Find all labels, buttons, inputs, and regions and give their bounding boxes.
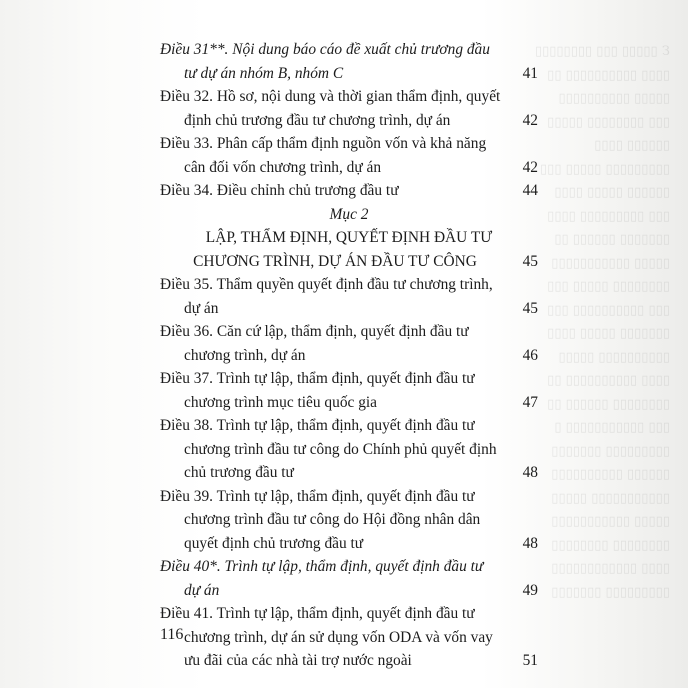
toc-entry-title: Điều 41. Trình tự lập, thẩm định, quyết định đầu tư — [160, 605, 475, 622]
toc-page-number: 51 — [522, 652, 538, 669]
toc-page-number: 48 — [522, 464, 538, 481]
toc-page-number: 45 — [522, 299, 538, 317]
toc-entry-dieu-33 — [160, 132, 538, 179]
toc-page-number: 46 — [522, 346, 538, 364]
toc-entry-dieu-32 — [160, 85, 538, 132]
toc-entry-dieu-37 — [160, 367, 538, 414]
toc-entry-title-continued: ưu đãi của các nhà tài trợ nước ngoài — [184, 652, 412, 669]
toc-page-number: 41 — [522, 64, 538, 82]
toc-entry-title: Điều 31**. Nội dung báo cáo đề xuất chủ trương đầu — [160, 41, 490, 58]
toc-entry-dieu-41 — [160, 602, 538, 673]
toc-entry-title-continued: tư dự án nhóm B, nhóm C — [184, 64, 344, 82]
toc-entry-title-continued: quyết định chủ trương đầu tư — [184, 534, 364, 552]
toc-entry-title: Điều 34. Điều chỉnh chủ trương đầu tư — [160, 182, 399, 199]
toc-entry-title: Điều 38. Trình tự lập, thẩm định, quyết định đầu tư — [160, 417, 475, 434]
toc-entry-dieu-38 — [160, 414, 538, 485]
toc-page-number: 42 — [522, 111, 538, 129]
section-title-line-2: CHƯƠNG TRÌNH, DỰ ÁN ĐẦU TƯ CÔNG — [193, 252, 477, 270]
toc-entry-title-continued: chương trình, dự án — [184, 346, 306, 364]
toc-entry-title: Điều 37. Trình tự lập, thẩm định, quyết định đầu tư — [160, 370, 475, 387]
toc-entry-title-continued: chương trình đầu tư công do Hội đồng nhân dân — [184, 511, 481, 528]
toc-page-number: 42 — [522, 158, 538, 176]
toc-entry-dieu-31 — [160, 38, 538, 85]
toc-entry-title-continued: chương trình mục tiêu quốc gia — [184, 393, 377, 411]
show-through-text: Ɛ ▯▯▯▯▯ ▯▯▯ ▯▯▯▯▯▯▯▯ ▯▯▯▯ ▯▯▯▯▯▯▯▯▯▯ ▯▯ ▯▯▯▯▯ ▯▯▯▯▯▯▯▯▯▯ ▯▯▯ ▯▯▯▯▯▯▯▯ ▯▯▯▯▯ ▯▯▯▯▯▯ ▯▯▯▯ ▯▯▯▯▯▯▯▯▯ ▯▯▯▯▯ ▯▯▯ ▯▯▯▯▯▯ ▯▯▯▯▯ ▯▯▯▯ ▯▯▯ ▯▯▯▯▯▯▯▯▯ ▯▯▯▯ ▯▯▯▯▯▯▯ ▯▯▯▯▯▯ ▯▯ ▯▯▯▯▯ ▯▯▯▯▯▯▯▯▯▯▯ ▯▯▯▯▯▯▯▯ ▯▯▯▯▯ ▯▯▯ ▯▯▯ ▯▯▯▯▯▯▯▯▯▯ ▯▯▯ ▯▯▯▯▯▯▯ ▯▯▯▯▯ ▯▯▯▯ ▯▯▯▯▯▯▯▯▯▯ ▯▯▯▯▯ ▯▯▯▯ ▯▯▯▯▯▯▯▯▯▯ ▯▯ ▯▯▯▯▯▯▯▯ ▯▯▯▯▯▯ ▯▯ ▯▯▯ ▯▯▯▯▯▯▯▯▯▯▯ ▯ ▯▯▯▯▯▯▯▯▯ ▯▯▯▯▯▯▯ ▯▯▯▯▯▯ ▯▯▯▯▯▯▯▯▯▯ ▯▯▯▯▯▯▯▯▯▯▯ ▯▯▯▯▯ ▯▯▯▯▯ ▯▯▯▯▯▯▯▯▯▯▯ ▯▯▯▯▯▯▯▯ ▯▯▯▯▯▯▯▯ ▯▯▯▯ ▯▯▯▯▯▯▯▯▯▯▯▯ ▯▯▯▯▯▯▯▯▯ ▯▯▯▯▯▯▯ — [535, 44, 670, 600]
toc-entry-title-continued: chương trình đầu tư công do Chính phủ quyết định — [184, 440, 497, 458]
toc-entry-title: Điều 35. Thẩm quyền quyết định đầu tư chương trình, — [160, 276, 493, 293]
toc-page-number: 48 — [522, 534, 538, 552]
toc-entry-dieu-36 — [160, 320, 538, 367]
toc-entry-title-continued: chủ trương đầu tư — [184, 464, 294, 481]
page-number: 116 — [160, 626, 184, 643]
toc-entry-title: Điều 32. Hồ sơ, nội dung và thời gian thẩm định, quyết — [160, 88, 501, 105]
toc-entry-title-continued: dự án — [184, 299, 219, 317]
toc-entry-title: Điều 40*. Trình tự lập, thẩm định, quyết định đầu tư — [160, 558, 484, 575]
section-label: Mục 2 — [329, 205, 369, 223]
toc-entry-dieu-40 — [160, 555, 538, 602]
section-title-line-1: LẬP, THẨM ĐỊNH, QUYẾT ĐỊNH ĐẦU TƯ — [205, 229, 493, 246]
toc-entry-dieu-34 — [160, 179, 538, 203]
toc-entry-title: Điều 36. Căn cứ lập, thẩm định, quyết định đầu tư — [160, 323, 469, 340]
toc-entry-title-continued: cân đối vốn chương trình, dự án — [184, 158, 382, 176]
toc-entry-dieu-39 — [160, 485, 538, 556]
toc-section-heading — [160, 203, 538, 274]
table-of-contents — [160, 38, 538, 673]
toc-page-number: 47 — [522, 393, 538, 411]
toc-entry-title: Điều 33. Phân cấp thẩm định nguồn vốn và khả năng — [160, 135, 487, 152]
toc-entry-title: Điều 39. Trình tự lập, thẩm định, quyết định đầu tư — [160, 487, 475, 505]
toc-entry-title-continued: chương trình, dự án sử dụng vốn ODA và vốn vay — [184, 628, 493, 646]
toc-page-number: 45 — [522, 252, 538, 270]
toc-page-number: 49 — [522, 581, 538, 599]
toc-entry-title-continued: định chủ trương đầu tư chương trình, dự án — [184, 111, 451, 129]
toc-entry-title-continued: dự án — [184, 581, 220, 599]
toc-entry-dieu-35 — [160, 273, 538, 320]
toc-page-number: 44 — [522, 182, 538, 199]
